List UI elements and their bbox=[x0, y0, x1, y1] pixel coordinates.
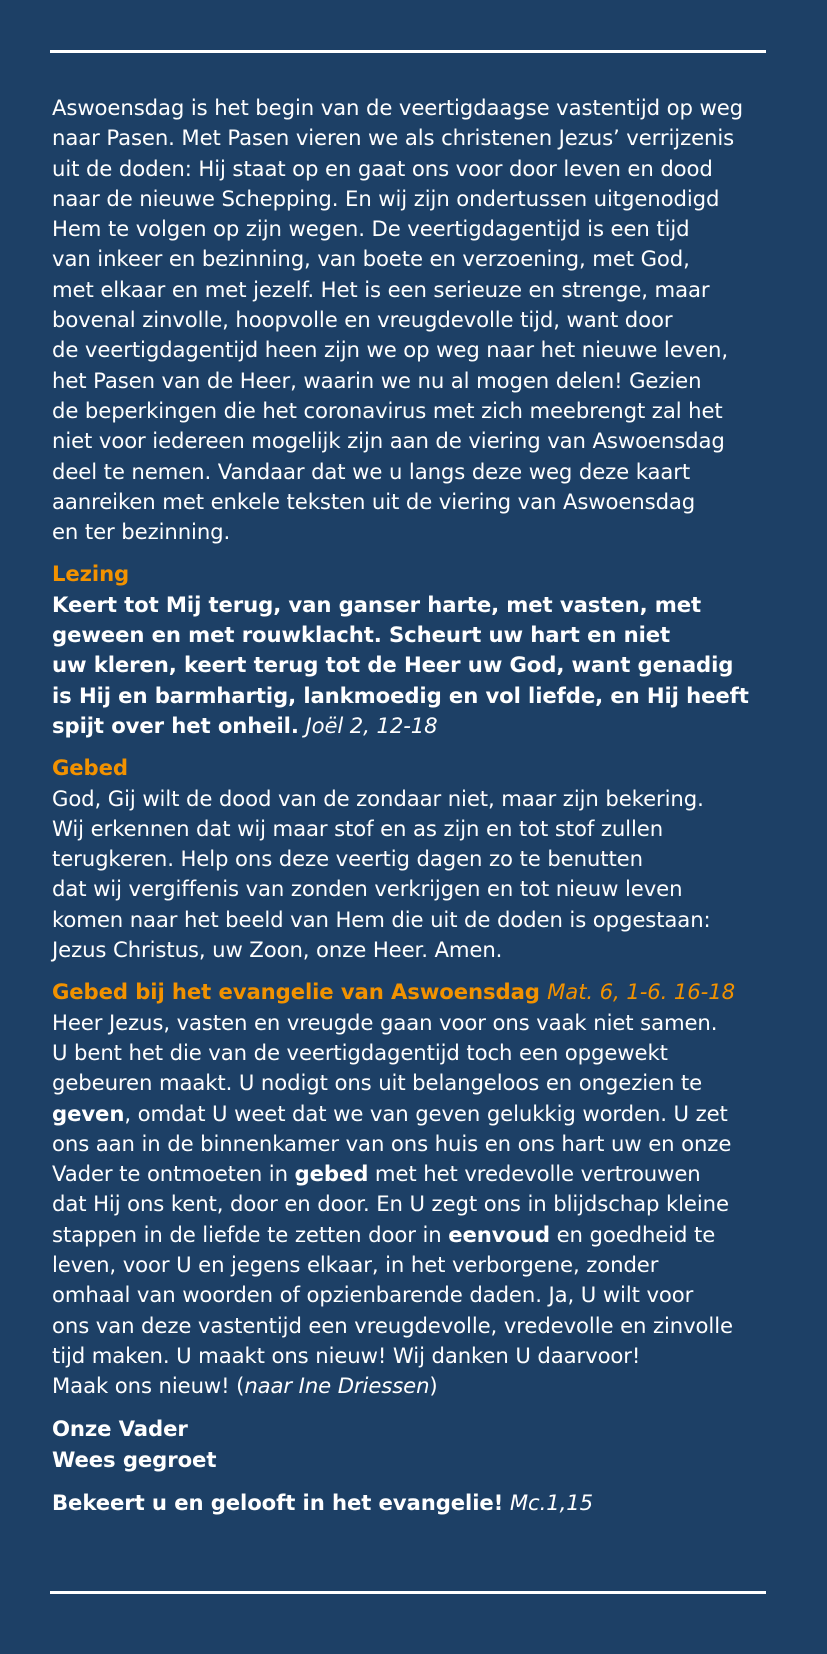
lezing-line: geween en met rouwklacht. Scheurt uw hart en niet bbox=[52, 622, 671, 648]
top-divider bbox=[50, 50, 766, 53]
gebed-line: komen naar het beeld van Hem die uit de doden is opgestaan: bbox=[52, 906, 711, 932]
intro-line: Aswoensdag is het begin van de veertigdaagse vastentijd op weg bbox=[52, 95, 743, 120]
evangelie-line: Heer Jezus, vasten en vreugde gaan voor ons vaak niet samen. bbox=[52, 1009, 718, 1035]
intro-line: het Pasen van de Heer, waarin we nu al mogen delen! Gezien bbox=[52, 367, 702, 393]
evangelie-line bbox=[52, 1099, 782, 1129]
evangelie-text: , omdat U weet dat we van geven gelukkig worden. U zet bbox=[124, 1100, 728, 1126]
gebed-heading: Gebed bbox=[52, 755, 128, 781]
intro-line: Hem te volgen op zijn wegen. De veertigdagentijd is een tijd bbox=[52, 216, 690, 242]
gebed-line: dat wij vergiffenis van zonden verkrijgen en tot nieuw leven bbox=[52, 876, 683, 902]
intro-line: aanreiken met enkele teksten uit de viering van Aswoensdag bbox=[52, 488, 696, 514]
evangelie-line: ons van deze vastentijd een vreugdevolle, vredevolle en zinvolle bbox=[52, 1312, 733, 1338]
evangelie-text: met het vredevolle vertrouwen bbox=[368, 1161, 701, 1187]
evangelie-line: tijd maken. U maakt ons nieuw! Wij danken U daarvoor! bbox=[52, 1342, 641, 1368]
evangelie-reference: Mat. 6, 1-6. 16-18 bbox=[547, 979, 735, 1005]
gebed-line: Jezus Christus, uw Zoon, onze Heer. Amen. bbox=[52, 937, 503, 963]
closing-line bbox=[52, 1488, 782, 1518]
evangelie-text: ) bbox=[429, 1373, 438, 1399]
evangelie-line: ons aan in de binnenkamer van ons huis en ons hart uw en onze bbox=[52, 1130, 732, 1156]
intro-line: bovenal zinvolle, hoopvolle en vreugdevolle tijd, want door bbox=[52, 307, 673, 333]
intro-line: met elkaar en met jezelf. Het is een serieuze en strenge, maar bbox=[52, 276, 710, 302]
lezing-heading: Lezing bbox=[52, 561, 130, 587]
intro-line: de veertigdagentijd heen zijn we op weg naar het nieuwe leven, bbox=[52, 337, 728, 363]
evangelie-line: omhaal van woorden of opzienbarende daden. Ja, U wilt voor bbox=[52, 1282, 694, 1308]
lezing-reference: Joël 2, 12-18 bbox=[305, 712, 438, 738]
emphasis-gebed: gebed bbox=[294, 1161, 369, 1187]
intro-paragraph bbox=[52, 93, 782, 547]
lezing-section bbox=[52, 559, 782, 741]
evangelie-line: leven, voor U en jegens elkaar, in het verborgene, zonder bbox=[52, 1251, 659, 1277]
wees-gegroet: Wees gegroet bbox=[52, 1446, 217, 1472]
intro-line: niet voor iedereen mogelijk zijn aan de viering van Aswoensdag bbox=[52, 428, 725, 454]
bottom-divider bbox=[50, 1591, 766, 1594]
onze-vader: Onze Vader bbox=[52, 1416, 188, 1442]
evangelie-heading-line bbox=[52, 977, 782, 1007]
closing-reference: Mc.1,15 bbox=[509, 1490, 593, 1516]
gebed-line: Wij erkennen dat wij maar stof en as zijn en tot stof zullen bbox=[52, 815, 664, 841]
emphasis-geven: geven bbox=[52, 1100, 125, 1126]
intro-line: uit de doden: Hij staat op en gaat ons voor door leven en dood bbox=[52, 155, 713, 181]
evangelie-heading: Gebed bij het evangelie van Aswoensdag bbox=[52, 979, 540, 1005]
evangelie-section bbox=[52, 977, 782, 1401]
attribution: naar Ine Driessen bbox=[244, 1373, 430, 1399]
lezing-line: uw kleren, keert terug tot de Heer uw God, want genadig bbox=[52, 652, 734, 678]
closing-section bbox=[52, 1488, 782, 1518]
intro-line: van inkeer en bezinning, van boete en verzoening, met God, bbox=[52, 246, 690, 272]
intro-line: naar Pasen. Met Pasen vieren we als christenen Jezus’ verrijzenis bbox=[52, 125, 735, 151]
intro-line: en ter bezinning. bbox=[52, 519, 231, 545]
evangelie-line: dat Hij ons kent, door en door. En U zegt ons in blijdschap kleine bbox=[52, 1191, 729, 1217]
evangelie-line bbox=[52, 1220, 782, 1250]
evangelie-text: stappen in de liefde te zetten door in bbox=[52, 1221, 449, 1247]
evangelie-text: Maak ons nieuw! ( bbox=[52, 1373, 245, 1399]
gebed-line: terugkeren. Help ons deze veertig dagen zo te benutten bbox=[52, 846, 643, 872]
emphasis-eenvoud: eenvoud bbox=[448, 1221, 550, 1247]
evangelie-line: U bent het die van de veertigdagentijd toch een opgewekt bbox=[52, 1039, 668, 1065]
card-content bbox=[52, 93, 782, 1518]
evangelie-line: gebeuren maakt. U nodigt ons uit belangeloos en ongezien te bbox=[52, 1070, 703, 1096]
lezing-last-text: spijt over het onheil. bbox=[52, 712, 299, 738]
lezing-line: is Hij en barmhartig, lankmoedig en vol liefde, en Hij heeft bbox=[52, 682, 749, 708]
gebed-section bbox=[52, 753, 782, 965]
lezing-line: Keert tot Mij terug, van ganser harte, met vasten, met bbox=[52, 591, 702, 617]
closing-text: Bekeert u en gelooft in het evangelie! bbox=[52, 1490, 504, 1516]
evangelie-text: Vader te ontmoeten in bbox=[52, 1161, 295, 1187]
lezing-last-line bbox=[52, 711, 782, 741]
intro-line: de beperkingen die het coronavirus met zich meebrengt zal het bbox=[52, 397, 723, 423]
gebed-line: God, Gij wilt de dood van de zondaar niet, maar zijn bekering. bbox=[52, 785, 704, 811]
evangelie-text: en goedheid te bbox=[549, 1221, 716, 1247]
evangelie-line bbox=[52, 1159, 782, 1189]
intro-line: deel te nemen. Vandaar dat we u langs deze weg deze kaart bbox=[52, 458, 691, 484]
intro-line: naar de nieuwe Schepping. En wij zijn ondertussen uitgenodigd bbox=[52, 185, 720, 211]
prayers-section bbox=[52, 1414, 782, 1475]
evangelie-line bbox=[52, 1371, 782, 1401]
